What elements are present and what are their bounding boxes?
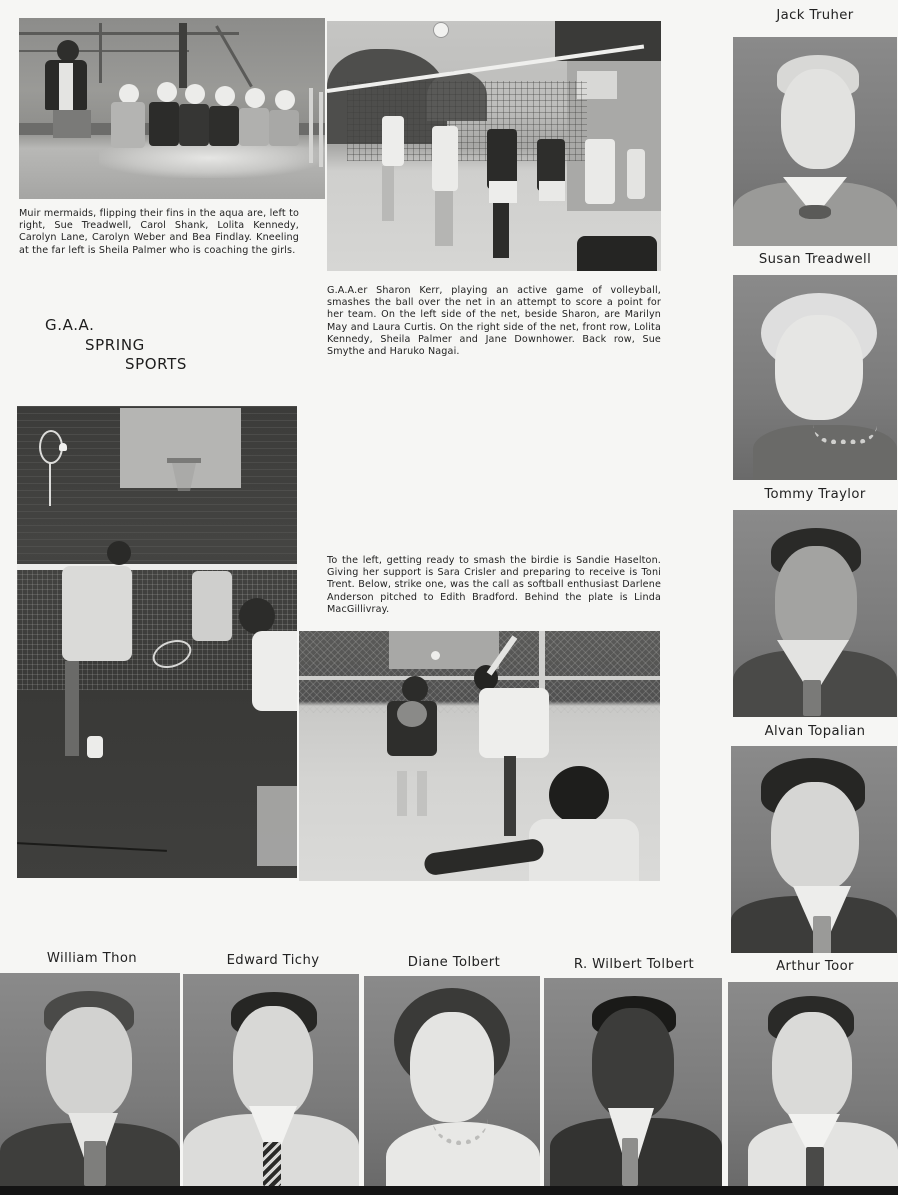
section-title-line-1: G.A.A. xyxy=(45,316,95,334)
portrait-name-tommy-traylor: Tommy Traylor xyxy=(764,487,866,502)
portrait-name-arthur-toor: Arthur Toor xyxy=(776,959,854,974)
page-bottom-edge xyxy=(0,1186,898,1195)
section-title-line-3: SPORTS xyxy=(125,355,187,373)
portrait-r-wilbert-tolbert xyxy=(544,978,722,1186)
softball-photo xyxy=(299,631,660,881)
portrait-name-susan-treadwell: Susan Treadwell xyxy=(758,252,872,267)
portrait-arthur-toor xyxy=(728,982,898,1186)
swimming-caption: Muir mermaids, flipping their fins in the aqua are, left to right, Sue Treadwell, Carol Shank, Lolita Kennedy, Carolyn Lane, Carolyn Weber and Bea Findlay. Kneeling at the far left is Sheila Palmer who is coaching the girls. xyxy=(19,208,299,256)
badminton-photo xyxy=(17,406,297,878)
portrait-tommy-traylor xyxy=(733,510,897,717)
badminton-photo-label xyxy=(17,870,297,872)
badminton-softball-caption: To the left, getting ready to smash the birdie is Sandie Haselton. Giving her support is Sara Crisler and preparing to receive is Toni Trent. Below, strike one, was the call as softball enthusiast Darlene Anderson pitched to Edith Bradford. Behind the plate is Linda MacGillivray. xyxy=(327,555,661,615)
swimming-photo xyxy=(19,18,325,199)
portrait-susan-treadwell xyxy=(733,275,897,480)
volleyball-photo xyxy=(327,21,661,271)
section-title-line-2: SPRING xyxy=(85,336,145,354)
volleyball-caption: G.A.A.er Sharon Kerr, playing an active game of volleyball, smashes the ball over the net in an attempt to score a point for her team. On the left side of the net, beside Sharon, are Marilyn May and Laura Curtis. On the right side of the net, front row, Lolita Kennedy, Sheila Palmer and Jane Downhower. Back row, Sue Smythe and Haruko Nagai. xyxy=(327,285,661,358)
portrait-william-thon xyxy=(0,973,180,1186)
portrait-name-diane-tolbert: Diane Tolbert xyxy=(407,955,501,970)
portrait-alvan-topalian xyxy=(731,746,897,953)
portrait-edward-tichy xyxy=(183,974,359,1186)
portrait-jack-truher xyxy=(733,37,897,246)
softball-photo-label xyxy=(299,872,660,874)
portrait-name-william-thon: William Thon xyxy=(46,951,138,966)
volleyball-photo-label xyxy=(327,262,661,264)
portrait-name-jack-truher: Jack Truher xyxy=(776,8,854,23)
swimming-photo-label xyxy=(19,185,325,187)
portrait-name-alvan-topalian: Alvan Topalian xyxy=(764,724,866,739)
portrait-diane-tolbert xyxy=(364,976,540,1186)
portrait-name-edward-tichy: Edward Tichy xyxy=(226,953,320,968)
portrait-name-r-wilbert-tolbert: R. Wilbert Tolbert xyxy=(573,957,695,972)
